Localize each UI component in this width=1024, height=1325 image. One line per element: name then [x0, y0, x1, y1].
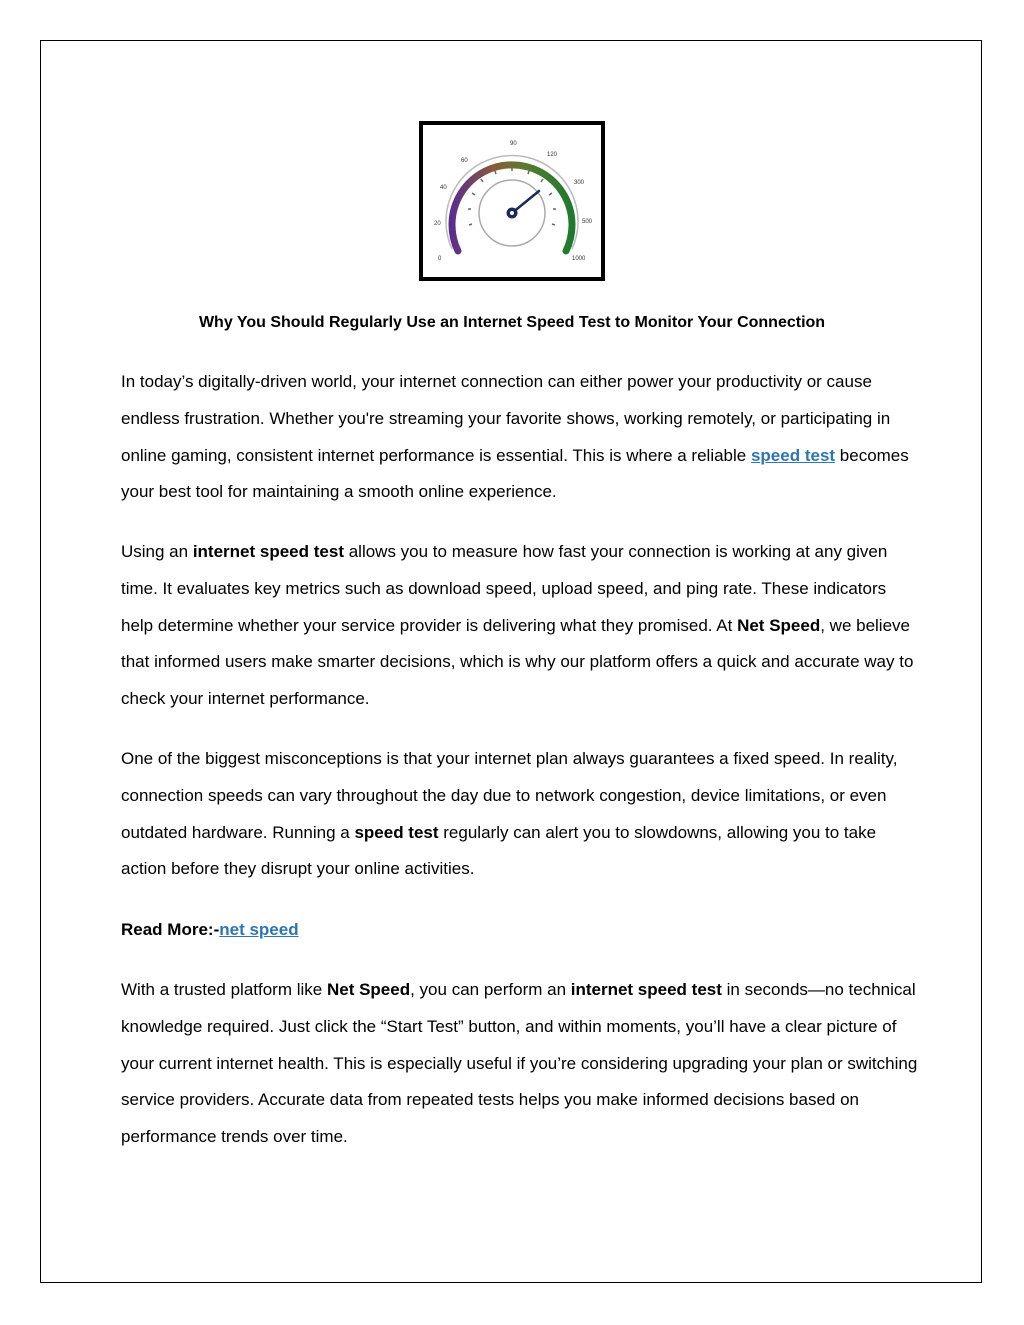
- speedometer-gauge-icon: [427, 129, 597, 273]
- svg-text:40: 40: [440, 185, 447, 191]
- speedometer-image: [419, 121, 605, 281]
- read-more-line: [121, 912, 921, 949]
- paragraph-misconceptions: One of the biggest misconceptions is that your internet plan always guarantees a fixed speed. In reality, connection speeds can vary throughout the day due to network congestion, device limitations, or even outdated hardware. Running a speed test regularly can alert you to slowdowns, allowing you to take action before they disrupt your online activities.: [121, 749, 898, 879]
- svg-text:90: 90: [510, 141, 517, 147]
- svg-text:0: 0: [438, 256, 442, 262]
- paragraph-intro: In today’s digitally-driven world, your internet connection can either power your productivity or cause endless frustration. Whether you're streaming your favorite shows, working remotely, or participating in online gaming, consistent internet performance is essential. This is where a reliable speed test becomes your best tool for maintaining a smooth online experience.: [121, 372, 909, 502]
- speed-test-link[interactable]: speed test: [750, 445, 836, 465]
- net-speed-link[interactable]: net speed: [219, 920, 299, 939]
- svg-text:1000: 1000: [572, 256, 586, 262]
- paragraph-speed-test: Using an internet speed test allows you to measure how fast your connection is working at any given time. It evaluates key metrics such as download speed, upload speed, and ping rate. These indicators help determine whether your service provider is delivering what they promised. At Net Speed, we believe that informed users make smarter decisions, which is why our platform offers a quick and accurate way to check your internet performance.: [121, 542, 914, 709]
- svg-text:300: 300: [574, 180, 585, 186]
- paragraph-trusted-platform: With a trusted platform like Net Speed, you can perform an internet speed test in seconds—no technical knowledge required. Just click the “Start Test” button, and within moments, you’ll have a clear picture of your current internet health. This is especially useful if you’re considering upgrading your plan or switching service providers. Accurate data from repeated tests helps you make informed decisions based on performance trends over time.: [121, 980, 918, 1147]
- svg-text:60: 60: [461, 158, 468, 164]
- article-title: Why You Should Regularly Use an Internet Speed Test to Monitor Your Connection: [198, 314, 826, 331]
- svg-text:120: 120: [547, 152, 558, 158]
- svg-text:20: 20: [434, 221, 441, 227]
- read-more-label: Read More:-: [121, 920, 220, 939]
- svg-text:500: 500: [582, 219, 593, 225]
